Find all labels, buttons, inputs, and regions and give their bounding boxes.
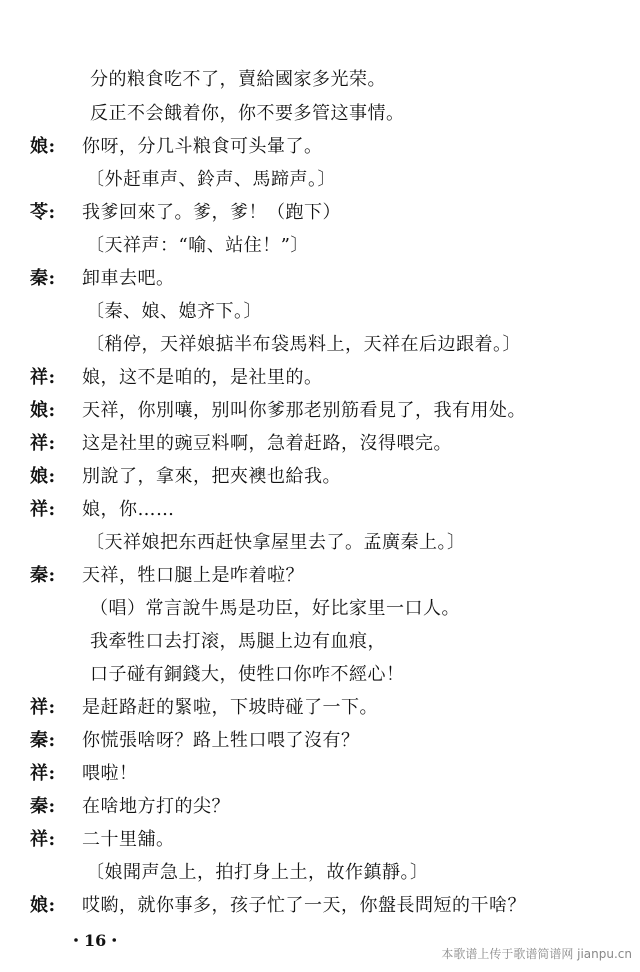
line-text: 娘，这不是咱的，是社里的。 [82,367,323,388]
line-text: 在啥地方打的尖？ [82,796,230,817]
script-line [30,163,620,197]
line-text: 卸車去吧。 [82,268,175,289]
line-text: 喂啦！ [82,763,138,784]
line-text: 〔外赶車声、鈴声、馬蹄声。〕 [86,169,336,190]
script-line [30,427,620,461]
speaker-label: 苓: [30,202,56,223]
script-line [30,559,620,593]
page-number: ・16・ [68,931,123,950]
script-line [30,889,620,923]
line-text: 是赶路赶的緊啦，下坡時碰了一下。 [82,697,378,718]
line-text: 〔稍停，天祥娘掂半布袋馬料上，天祥在后边跟着。〕 [86,334,521,355]
script-line [30,658,620,692]
speaker-label: 祥: [30,763,56,784]
speaker-label: 祥: [30,367,56,388]
speaker-label: 祥: [30,433,56,454]
speaker-label: 娘: [30,466,56,487]
line-text: 天祥，牲口腿上是咋着啦？ [82,565,304,586]
line-text: 二十里舖。 [82,829,175,850]
speaker-label: 秦: [30,268,56,289]
script-line [30,229,620,263]
line-text: 口子碰有銅錢大，使牲口你咋不經心！ [90,664,405,685]
line-text: 这是社里的豌豆料啊，急着赶路，沒得喂完。 [82,433,452,454]
script-line [30,691,620,725]
speaker-label: 秦: [30,565,56,586]
line-text: 我牽牲口去打滚，馬腿上边有血痕， [90,631,386,652]
line-text: 哎喲，就你事多，孩子忙了一天，你盤長問短的干啥？ [82,895,526,916]
script-line [30,97,620,131]
watermark: 本歌谱上传于歌谱简谱网 jianpu.cn [441,947,632,961]
script-line [30,757,620,791]
script-line [30,856,620,890]
script-line [30,262,620,296]
line-text: 〔天祥娘把东西赶快拿屋里去了。孟廣秦上。〕 [86,532,466,553]
script-line [30,394,620,428]
speaker-label: 娘: [30,136,56,157]
speaker-label: 祥: [30,829,56,850]
line-text: 別說了，拿來，把夾襖也給我。 [82,466,341,487]
script-line [30,328,620,362]
speaker-label: 娘: [30,895,56,916]
line-text: 天祥，你別嚷，别叫你爹那老别筋看見了，我有用处。 [82,400,526,421]
script-line [30,526,620,560]
script-line [30,823,620,857]
script-line [30,625,620,659]
script-line [30,63,620,97]
line-text: 〔娘聞声急上，拍打身上土，故作鎮靜。〕 [86,862,429,883]
speaker-label: 秦: [30,730,56,751]
script-line [30,295,620,329]
line-text: （唱）常言說牛馬是功臣，好比家里一口人。 [90,598,460,619]
line-text: 你呀，分几斗粮食可头暈了。 [82,136,323,157]
script-line [30,460,620,494]
line-text: 〔天祥声：“喻、站住！”〕 [86,235,309,256]
script-line [30,493,620,527]
line-text: 你慌張啥呀？路上牲口喂了沒有？ [82,730,360,751]
script-line [30,361,620,395]
speaker-label: 祥: [30,697,56,718]
script-line [30,790,620,824]
line-text: 我爹回來了。爹，爹！（跑下） [82,202,341,223]
script-line [30,724,620,758]
line-text: 娘，你…… [82,499,175,520]
script-line [30,196,620,230]
speaker-label: 娘: [30,400,56,421]
speaker-label: 秦: [30,796,56,817]
line-text: 分的粮食吃不了，賣給國家多光荣。 [90,69,386,90]
line-text: 反正不会餓着你，你不要多管这事情。 [90,103,405,124]
speaker-label: 祥: [30,499,56,520]
script-line [30,592,620,626]
line-text: 〔秦、娘、媳齐下。〕 [86,301,262,322]
script-line [30,130,620,164]
